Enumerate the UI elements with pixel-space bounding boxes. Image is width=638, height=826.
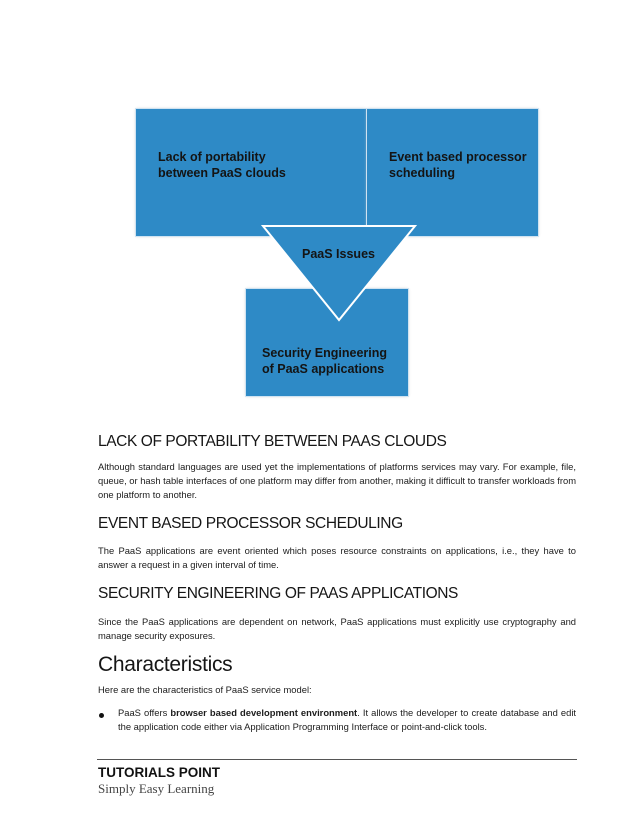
section-body-event-scheduling: The PaaS applications are event oriented which poses resource constraints on applications, i.e., they have to answer a request in a given interval of time. bbox=[98, 545, 576, 571]
bullet-suffix: . It allows the developer to create database and edit the application code either via Application Programming Interface or point-and-click tools. bbox=[118, 707, 577, 733]
bullet-bold-term: browser based development environment bbox=[170, 707, 358, 718]
box-lack-of-portability-label: Lack of portability between PaaS clouds bbox=[158, 150, 286, 180]
footer-title: TUTORIALS POINT bbox=[98, 765, 221, 780]
box-event-scheduling-label: Event based processor scheduling bbox=[389, 150, 527, 180]
footer-rule bbox=[97, 759, 577, 760]
bullet-item-browser-env bbox=[118, 706, 576, 734]
section-body-portability: Although standard languages are used yet the implementations of platforms services may vary. For example, file, queue, or hash table interfaces of one platform may differ from another, making it difficult to transfer workloads from one platform to another. bbox=[98, 461, 577, 501]
section-heading-security: SECURITY ENGINEERING OF PAAS APPLICATIONS bbox=[98, 585, 458, 602]
bullet-dot-icon bbox=[99, 713, 104, 718]
box-security-engineering-label: Security Engineering of PaaS applications bbox=[262, 346, 388, 376]
characteristics-intro: Here are the characteristics of PaaS service model: bbox=[98, 684, 312, 695]
footer-subtitle: Simply Easy Learning bbox=[98, 781, 215, 796]
section-heading-event-scheduling: EVENT BASED PROCESSOR SCHEDULING bbox=[98, 515, 403, 532]
section-body-security: Since the PaaS applications are dependent on network, PaaS applications must explicitly use cryptography and manage security exposures. bbox=[98, 616, 576, 642]
characteristics-heading: Characteristics bbox=[98, 653, 233, 676]
section-heading-portability: LACK OF PORTABILITY BETWEEN PAAS CLOUDS bbox=[98, 433, 447, 450]
triangle-label: PaaS Issues bbox=[302, 247, 375, 261]
bullet-prefix: PaaS offers bbox=[118, 707, 171, 718]
